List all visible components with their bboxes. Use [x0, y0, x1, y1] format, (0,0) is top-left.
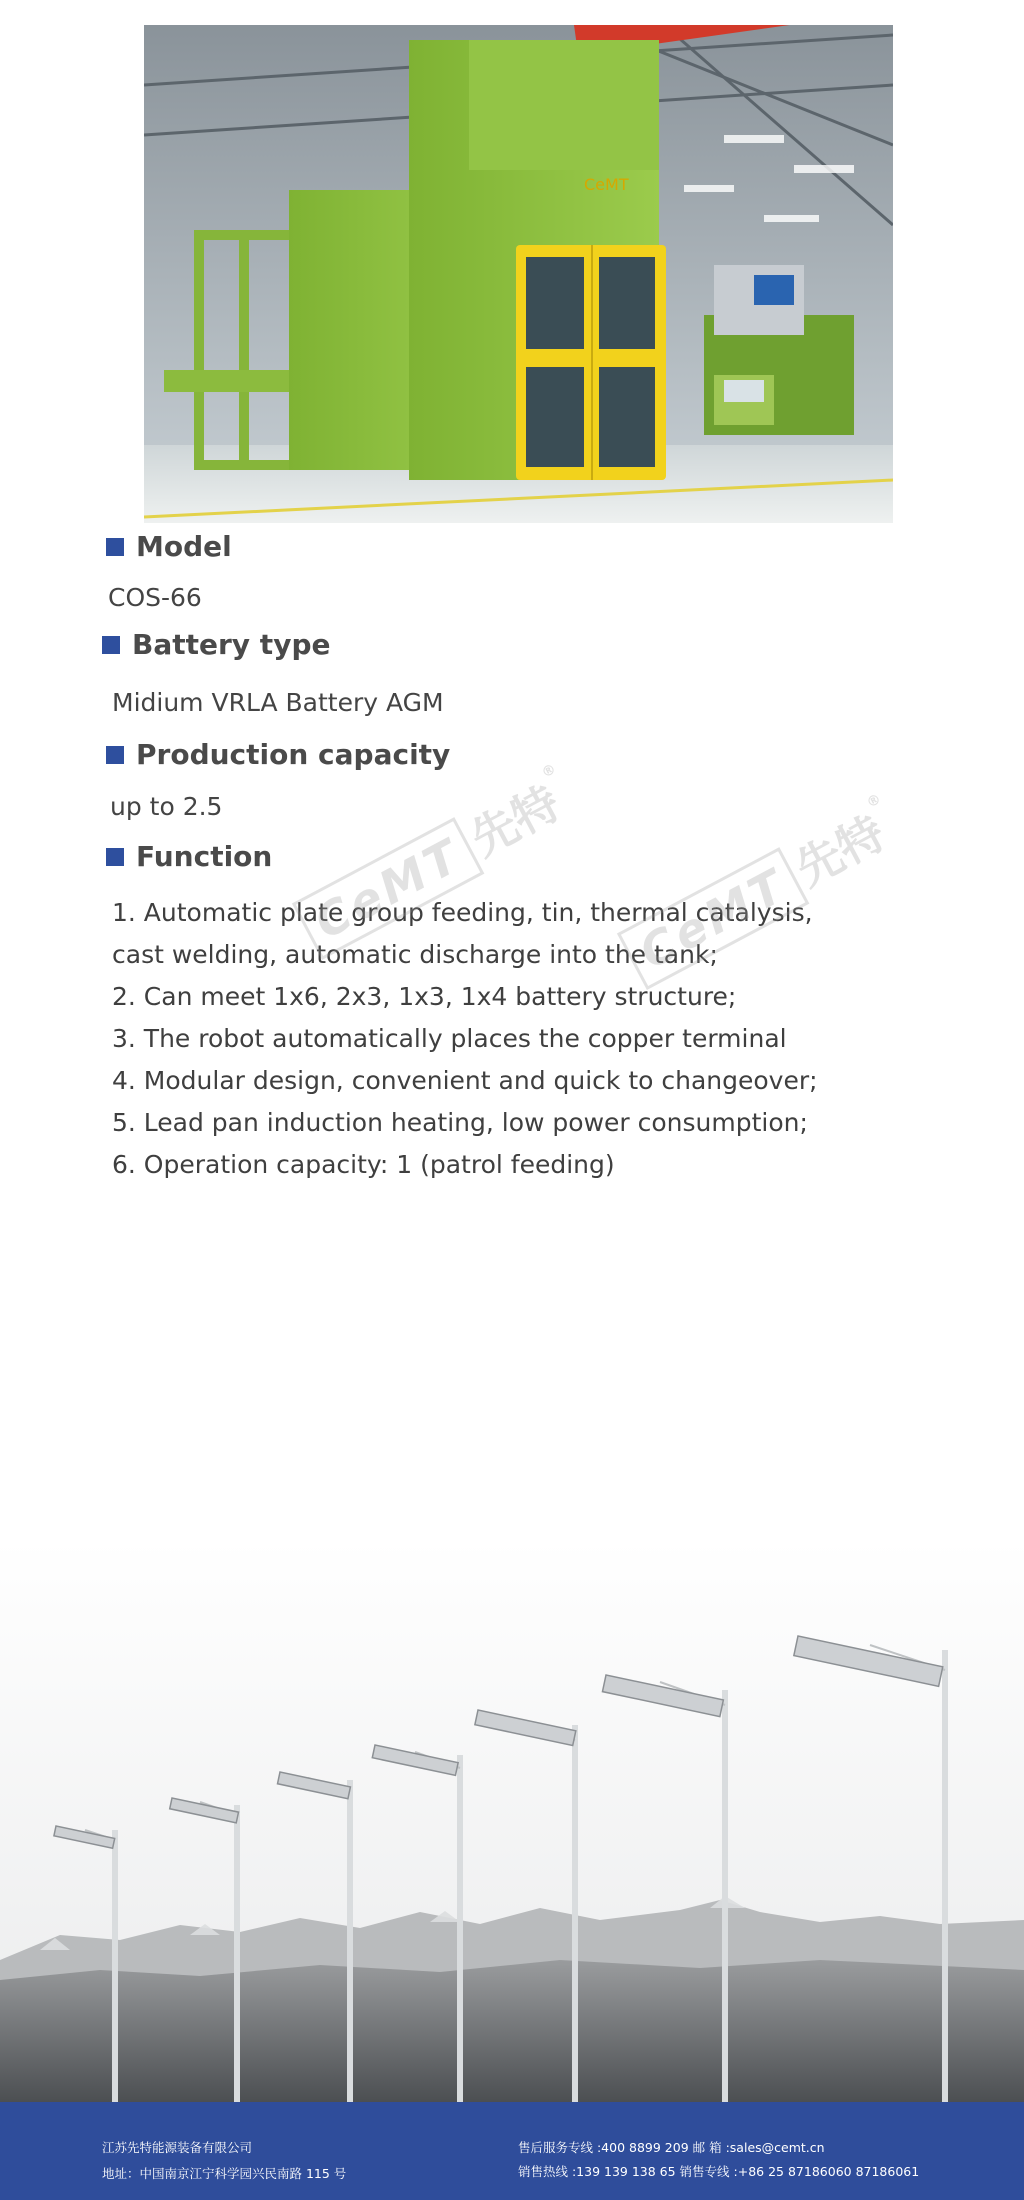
watermark-logo-text: CeMT: [292, 817, 485, 960]
battery-type-heading: [102, 628, 330, 661]
production-capacity-value: up to 2.5: [110, 792, 223, 821]
bullet-square-icon: [106, 746, 124, 764]
streetlight-landscape-image: [0, 1540, 1024, 2102]
bullet-square-icon: [106, 848, 124, 866]
watermark-reg-mark: ®: [864, 790, 884, 812]
function-line: 2. Can meet 1x6, 2x3, 1x3, 1x4 battery structure;: [112, 982, 737, 1011]
production-capacity-heading: [106, 738, 450, 771]
footer-address: 地址：中国南京江宁科学园兴民南路 115 号: [102, 2166, 347, 2181]
function-line: 3. The robot automatically places the copper terminal: [112, 1024, 787, 1053]
product-photo: [144, 25, 893, 523]
watermark-logo-text: CeMT: [617, 847, 810, 990]
function-line: 6. Operation capacity: 1 (patrol feeding): [112, 1150, 615, 1179]
watermark-reg-mark: ®: [539, 760, 559, 782]
model-value: COS-66: [108, 583, 202, 612]
function-line: cast welding, automatic discharge into the tank;: [112, 940, 718, 969]
function-line: 5. Lead pan induction heating, low power consumption;: [112, 1108, 808, 1137]
watermark-cn-text: 先特: [787, 805, 894, 897]
bullet-square-icon: [102, 636, 120, 654]
footer-bar: [0, 2102, 1024, 2200]
footer-sales-contact: 销售热线 :139 139 138 65 销售专线 :+86 25 87186060 87186061: [518, 2164, 920, 2179]
machine-label: CeMT: [584, 175, 629, 194]
footer-service-contact: 售后服务专线 :400 8899 209 邮 箱 :sales@cemt.cn: [518, 2140, 825, 2155]
function-heading-text: Function: [136, 840, 273, 873]
function-heading: [106, 840, 272, 873]
model-heading: [106, 530, 232, 563]
model-heading-text: Model: [136, 530, 232, 563]
footer-company-name: 江苏先特能源装备有限公司: [102, 2140, 253, 2155]
function-line: 4. Modular design, convenient and quick to changeover;: [112, 1066, 818, 1095]
watermark-cn-text: 先特: [462, 775, 569, 867]
battery-type-heading-text: Battery type: [132, 628, 331, 661]
bullet-square-icon: [106, 538, 124, 556]
production-capacity-heading-text: Production capacity: [136, 738, 451, 771]
function-line: 1. Automatic plate group feeding, tin, thermal catalysis,: [112, 898, 813, 927]
battery-type-value: Midium VRLA Battery AGM: [112, 688, 444, 717]
